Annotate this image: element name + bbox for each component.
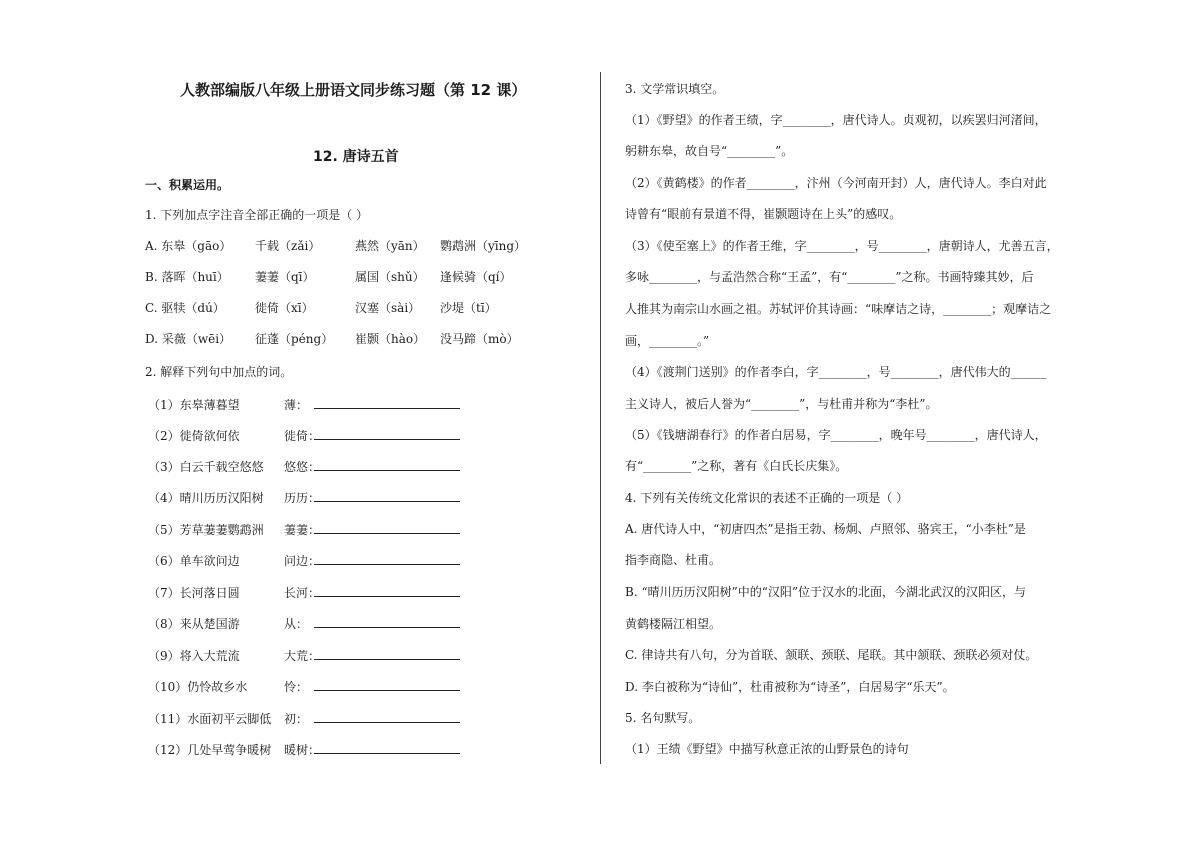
option-d-4: 没马蹄（mò） xyxy=(440,332,519,346)
answer-blank[interactable] xyxy=(314,489,460,502)
word-key: 徙倚： xyxy=(284,429,321,443)
word-item xyxy=(148,489,460,506)
word-phrase: （11）水面初平云脚低 xyxy=(148,712,272,726)
answer-blank[interactable] xyxy=(314,584,460,597)
option-c-3: 汉塞（sài） xyxy=(355,301,421,315)
word-phrase: （3）白云千载空悠悠 xyxy=(148,460,264,474)
option-b-4: 逢候骑（qí） xyxy=(440,270,512,284)
option-b-1: B. 落晖（huī） xyxy=(145,270,229,284)
word-item xyxy=(148,396,460,413)
q4-line: D. 李白被称为“诗仙”，杜甫被称为“诗圣”，白居易字“乐天”。 xyxy=(625,680,955,694)
option-a-1: A. 东皋（gāo） xyxy=(145,239,232,253)
option-a-4: 鹦鹉洲（yīng） xyxy=(440,239,527,253)
q4-line: 指李商隐、杜甫。 xyxy=(625,553,722,567)
word-phrase: （10）仍怜故乡水 xyxy=(148,680,248,694)
q3-line: 躬耕东皋，故自号“________”。 xyxy=(625,144,794,158)
q4-line: C. 律诗共有八句，分为首联、颔联、颈联、尾联。其中颔联、颈联必须对仗。 xyxy=(625,648,1038,662)
column-divider xyxy=(600,72,601,764)
word-item xyxy=(148,678,460,695)
word-phrase: （8）来从楚国游 xyxy=(148,617,240,631)
question-1-stem: 1. 下列加点字注音全部正确的一项是（ ） xyxy=(145,208,369,222)
option-d-1: D. 采薇（wēi） xyxy=(145,332,232,346)
word-key: 怜： xyxy=(284,680,309,694)
option-a-2: 千载（zǎi） xyxy=(255,239,321,253)
word-key: 历历： xyxy=(284,491,321,505)
word-phrase: （4）晴川历历汉阳树 xyxy=(148,491,264,505)
option-a-3: 燕然（yān） xyxy=(355,239,425,253)
q3-line: 有“________”之称，著有《白氏长庆集》。 xyxy=(625,459,848,473)
option-c-1: C. 驱犊（dú） xyxy=(145,301,225,315)
word-key: 从： xyxy=(284,617,309,631)
q3-line: 画，________。” xyxy=(625,334,710,348)
word-phrase: （6）单车欲问边 xyxy=(148,554,240,568)
word-key: 大荒： xyxy=(284,649,321,663)
q3-line: 诗曾有“眼前有景道不得，崔颢题诗在上头”的感叹。 xyxy=(625,207,902,221)
q4-line: B. “晴川历历汉阳树”中的“汉阳”位于汉水的北面，今湖北武汉的汉阳区，与 xyxy=(625,585,1026,599)
q4-line: 黄鹤楼隔江相望。 xyxy=(625,617,722,631)
word-item xyxy=(148,615,460,632)
option-d-3: 崔颢（hào） xyxy=(355,332,426,346)
word-phrase: （9）将入大荒流 xyxy=(148,649,240,663)
word-item xyxy=(148,427,460,444)
answer-blank[interactable] xyxy=(314,615,460,628)
answer-blank[interactable] xyxy=(314,710,460,723)
option-d xyxy=(145,331,519,347)
q3-line: 人推其为南宗山水画之祖。苏轼评价其诗画：“味摩诘之诗，________；观摩诘之 xyxy=(625,302,1052,316)
word-key: 悠悠： xyxy=(284,460,321,474)
option-b-3: 属国（shǔ） xyxy=(355,270,425,284)
word-item xyxy=(148,584,460,601)
q3-line: （5）《钱塘湖春行》的作者白居易，字________，晚年号________，唐代诗人， xyxy=(625,428,1047,442)
word-key: 初： xyxy=(284,712,309,726)
q3-line: 多咏________，与孟浩然合称“王孟”，有“________”之称。书画特臻其妙，后 xyxy=(625,270,1034,284)
page-title: 人教部编版八年级上册语文同步练习题（第 12 课） xyxy=(180,81,527,99)
q3-line: （1）《野望》的作者王绩，字________，唐代诗人。贞观初，以疾罢归河渚间， xyxy=(625,113,1047,127)
option-c-2: 徙倚（xī） xyxy=(255,301,314,315)
question-2-stem: 2. 解释下列句中加点的词。 xyxy=(145,365,293,379)
word-key: 长河： xyxy=(284,586,321,600)
answer-blank[interactable] xyxy=(314,678,460,691)
question-4-stem: 4. 下列有关传统文化常识的表述不正确的一项是（ ） xyxy=(625,491,909,505)
word-item xyxy=(148,710,460,727)
section-heading: 一、积累运用。 xyxy=(145,178,230,192)
word-phrase: （1）东皋薄暮望 xyxy=(148,398,240,412)
word-item xyxy=(148,552,460,569)
q3-line: （3）《使至塞上》的作者王维，字________，号________，唐朝诗人，尤善五言， xyxy=(625,239,1059,253)
word-key: 薄： xyxy=(284,398,309,412)
word-key: 暖树： xyxy=(284,743,321,757)
option-a xyxy=(145,238,526,254)
answer-blank[interactable] xyxy=(314,521,460,534)
answer-blank[interactable] xyxy=(314,396,460,409)
word-phrase: （5）芳草萋萋鹦鹉洲 xyxy=(148,523,264,537)
answer-blank[interactable] xyxy=(314,552,460,565)
word-phrase: （2）徙倚欲何依 xyxy=(148,429,240,443)
word-key: 问边： xyxy=(284,554,321,568)
q3-line: （2）《黄鹤楼》的作者________，汴州（今河南开封）人，唐代诗人。李白对此 xyxy=(625,176,1047,190)
question-3-stem: 3. 文学常识填空。 xyxy=(625,82,725,96)
answer-blank[interactable] xyxy=(314,427,460,440)
answer-blank[interactable] xyxy=(314,458,460,471)
q3-line: 主义诗人，被后人誉为“________”，与杜甫并称为“李杜”。 xyxy=(625,397,938,411)
lesson-subtitle: 12. 唐诗五首 xyxy=(313,149,399,165)
option-d-2: 征蓬（péng） xyxy=(255,332,334,346)
word-item xyxy=(148,458,460,475)
answer-blank[interactable] xyxy=(314,741,460,754)
word-key: 萋萋： xyxy=(284,523,321,537)
q4-line: A. 唐代诗人中，“初唐四杰”是指王勃、杨炯、卢照邻、骆宾王，“小李杜”是 xyxy=(625,522,1026,536)
word-item xyxy=(148,521,460,538)
q5-line: （1）王绩《野望》中描写秋意正浓的山野景色的诗句 xyxy=(625,742,909,756)
word-item xyxy=(148,647,460,664)
word-phrase: （12）几处早莺争暖树 xyxy=(148,743,272,757)
option-c xyxy=(145,300,497,316)
word-phrase: （7）长河落日圆 xyxy=(148,586,240,600)
option-b-2: 萋萋（qī） xyxy=(255,270,315,284)
option-c-4: 沙堤（tī） xyxy=(440,301,497,315)
question-5-stem: 5. 名句默写。 xyxy=(625,711,701,725)
option-b xyxy=(145,269,512,285)
q3-line: （4）《渡荆门送别》的作者李白，字________，号________，唐代伟大的______ xyxy=(625,365,1047,379)
answer-blank[interactable] xyxy=(314,647,460,660)
word-item xyxy=(148,741,460,758)
